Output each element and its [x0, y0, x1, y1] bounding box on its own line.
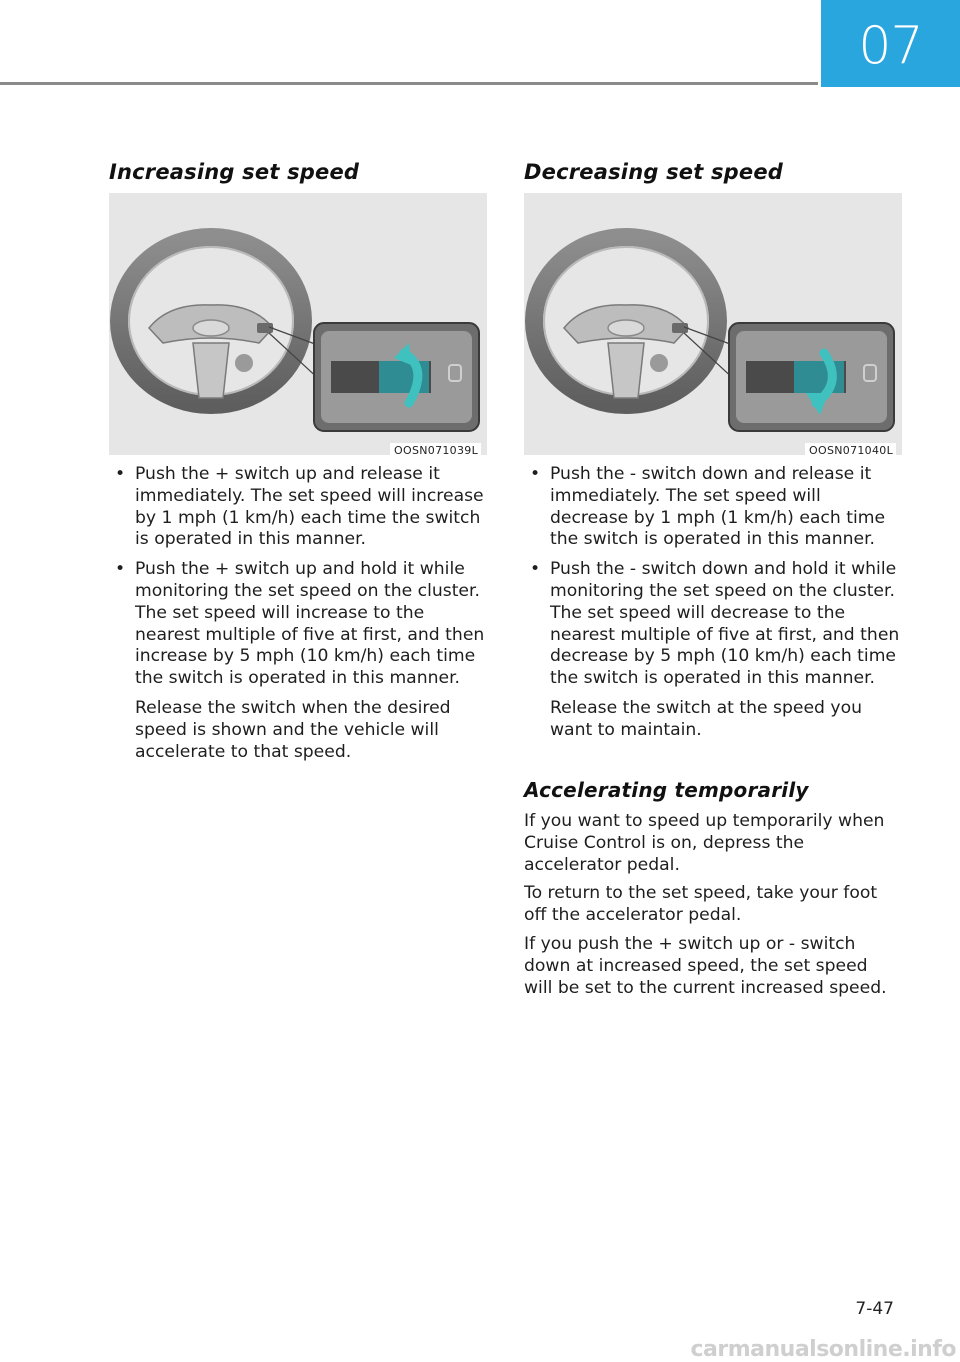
steering-wheel-illustration: [524, 193, 902, 455]
section-title-decreasing: Decreasing set speed: [524, 160, 784, 184]
page-number: 7-47: [855, 1299, 894, 1319]
chapter-tab: 07: [821, 0, 960, 87]
steering-wheel-illustration: [109, 193, 487, 455]
figure-decrease-speed: [524, 193, 902, 455]
figure-code: OOSN071040L: [805, 443, 896, 455]
paragraph: If you push the + switch up or - switch down at increased speed, the set speed will be set to the current increased speed.: [524, 933, 887, 998]
bullet-note: Release the switch at the speed you want to maintain.: [550, 697, 862, 740]
bullet-item: • Push the - switch down and hold it while monitoring the set speed on the cluster. The set speed will decrease to the nearest multiple of five at first, and then decrease by 5 mph (10 km/h) each time the switch is operated in this manner. Release the switch at the speed you want to maintain.: [524, 559, 902, 741]
figure-increase-speed: [109, 193, 487, 455]
paragraph: If you want to speed up temporarily when Cruise Control is on, depress the accelerator pedal.: [524, 811, 885, 875]
section-title-accelerating: Accelerating temporarily: [524, 778, 809, 802]
accelerating-paragraphs: [524, 811, 899, 1006]
bullet-note: Release the switch when the desired speed is shown and the vehicle will accelerate to that speed.: [135, 697, 451, 762]
watermark: carmanualsonline.info: [690, 1337, 956, 1362]
section-title-increasing: Increasing set speed: [109, 160, 360, 184]
bullet-list-decreasing: [524, 464, 902, 750]
bullet-item: • Push the + switch up and release it immediately. The set speed will increase by 1 mph (1 km/h) each time the switch is operated in this manner.: [115, 464, 484, 550]
paragraph: To return to the set speed, take your foot off the accelerator pedal.: [524, 883, 878, 926]
bullet-list-increasing: [109, 464, 487, 771]
bullet-item: • Push the - switch down and release it immediately. The set speed will decrease by 1 mph (1 km/h) each time the switch is operated in this manner.: [530, 464, 886, 550]
header-rule: [0, 82, 818, 85]
figure-code: OOSN071039L: [390, 443, 481, 455]
bullet-item: • Push the + switch up and hold it while monitoring the set speed on the cluster. The set speed will increase to the nearest multiple of five at first, and then increase by 5 mph (10 km/h) each time the switch is operated in this manner. Release the switch when the desired speed is shown and the vehicle will accelerate to that speed.: [109, 559, 487, 763]
